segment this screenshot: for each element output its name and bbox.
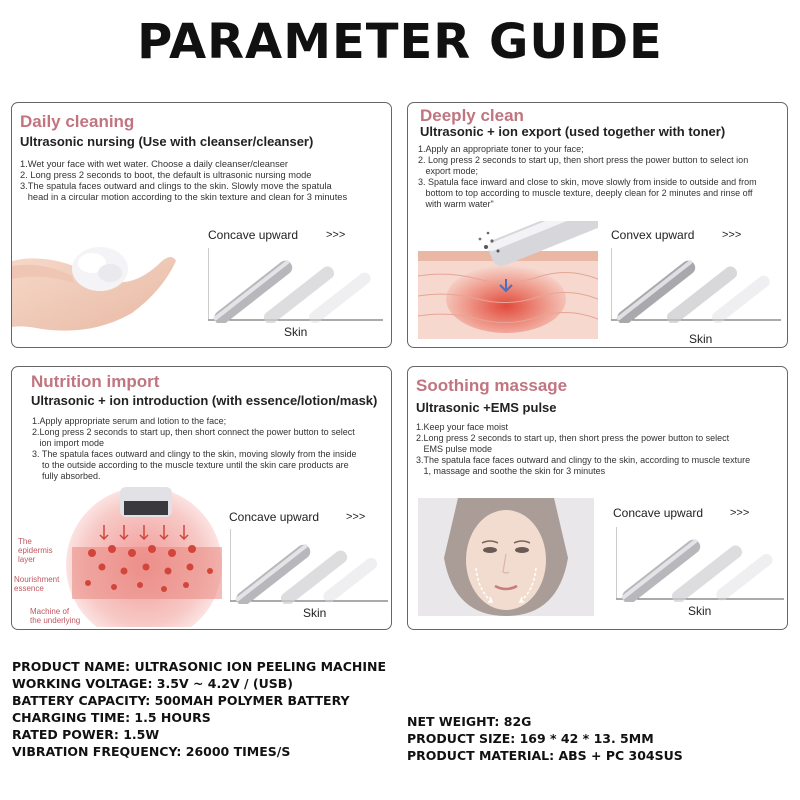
orientation-label: Concave upward xyxy=(229,510,320,524)
panel-subtitle: Ultrasonic nursing (Use with cleanser/cleanser) xyxy=(20,134,314,149)
panel-nutrition-import xyxy=(11,366,392,630)
step: 1.Apply appropriate serum and lotion to the face; xyxy=(32,416,227,426)
spec-product-size: PRODUCT SIZE: 169 * 42 * 13. 5MM xyxy=(407,731,654,746)
spatula-device-illustration xyxy=(616,527,784,602)
orientation-label: Concave upward xyxy=(613,506,704,520)
step: 1.Apply an appropriate toner to your face; xyxy=(418,144,584,154)
skin-label: Skin xyxy=(689,332,713,346)
step: 3. The spatula faces outward and clingy to the skin, moving slowly from the inside to the outside according to the muscle texture until the skin care products are fully absorbed. xyxy=(32,449,357,481)
step: 2. Long press 2 seconds to boot, the default is ultrasonic nursing mode xyxy=(20,170,312,180)
step: 2.Long press 2 seconds to start up, then short connect the power button to select ion import mode xyxy=(32,427,355,448)
skin-label: Skin xyxy=(284,325,308,339)
nutrition-absorption-diagram xyxy=(52,487,232,627)
step: 1.Keep your face moist xyxy=(416,422,509,432)
spatula-device-illustration xyxy=(230,529,388,604)
step: 2. Long press 2 seconds to start up, then short press the power button to select ion export mode; xyxy=(418,155,749,176)
machine-underlying-label: Machine of the underlying xyxy=(30,607,81,625)
panel-subtitle: Ultrasonic +EMS pulse xyxy=(416,400,557,415)
arrow-indicator: >>> xyxy=(326,229,346,241)
orientation-label: Concave upward xyxy=(208,228,299,242)
orientation-label: Convex upward xyxy=(611,228,695,242)
spec-product-name: PRODUCT NAME: ULTRASONIC ION PEELING MACHINE xyxy=(12,659,387,674)
panel-subtitle: Ultrasonic + ion introduction (with essence/lotion/mask) xyxy=(31,393,378,408)
step: 2.Long press 2 seconds to start up, then short press the power button to select EMS pulse mode xyxy=(416,433,730,454)
panel-title: Daily cleaning xyxy=(20,112,135,131)
epidermis-layer-label: The epidermis layer xyxy=(18,537,53,564)
panel-steps xyxy=(418,144,784,210)
panel-daily-cleaning xyxy=(11,102,392,348)
face-massage-image xyxy=(418,498,594,616)
arrow-indicator: >>> xyxy=(730,507,750,519)
specs-right xyxy=(407,713,683,764)
arrow-indicator: >>> xyxy=(346,511,366,523)
step: 1.Wet your face with wet water. Choose a daily cleanser/cleanser xyxy=(20,159,289,169)
panel-deeply-clean xyxy=(407,102,788,348)
panel-steps xyxy=(416,422,784,477)
spec-charging-time: CHARGING TIME: 1.5 HOURS xyxy=(12,710,211,725)
spatula-device-illustration xyxy=(208,248,383,323)
panel-steps xyxy=(20,159,385,203)
spec-working-voltage: WORKING VOLTAGE: 3.5V ~ 4.2V / (USB) xyxy=(12,676,293,691)
spatula-device-illustration xyxy=(611,248,781,323)
spec-battery-capacity: BATTERY CAPACITY: 500MAH POLYMER BATTERY xyxy=(12,693,350,708)
page-title: PARAMETER GUIDE xyxy=(137,14,663,70)
step: 3.The spatula faces outward and clings to the skin. Slowly move the spatula head in a circular motion according to the skin texture and clean for 3 minutes xyxy=(20,181,348,202)
skin-label: Skin xyxy=(303,606,327,620)
spec-net-weight: NET WEIGHT: 82G xyxy=(407,714,532,729)
step: 3. Spatula face inward and close to skin, move slowly from inside to outside and from bottom to top according to muscle texture, deeply clean for 2 minutes and rinse off with warm water" xyxy=(418,177,757,209)
panel-soothing-massage xyxy=(407,366,788,630)
specs-left xyxy=(12,658,386,760)
skin-cleansing-diagram xyxy=(418,221,598,339)
arrow-indicator: >>> xyxy=(722,229,742,241)
spec-product-material: PRODUCT MATERIAL: ABS + PC 304SUS xyxy=(407,748,683,763)
step: 3.The spatula face faces outward and clingy to the skin, according to muscle texture 1, massage and soothe the skin for 3 minutes xyxy=(416,455,751,476)
panel-steps xyxy=(32,416,387,482)
panel-title: Deeply clean xyxy=(420,106,524,125)
panel-title: Soothing massage xyxy=(416,376,568,395)
panel-title: Nutrition import xyxy=(31,372,160,391)
nourishment-essence-label: Nourishment essence xyxy=(14,575,60,593)
spec-rated-power: RATED POWER: 1.5W xyxy=(12,727,160,742)
skin-label: Skin xyxy=(688,604,712,618)
hand-with-foam-image xyxy=(12,221,192,346)
panel-subtitle: Ultrasonic + ion export (used together with toner) xyxy=(420,124,726,139)
spec-vibration-frequency: VIBRATION FREQUENCY: 26000 TIMES/S xyxy=(12,744,291,759)
